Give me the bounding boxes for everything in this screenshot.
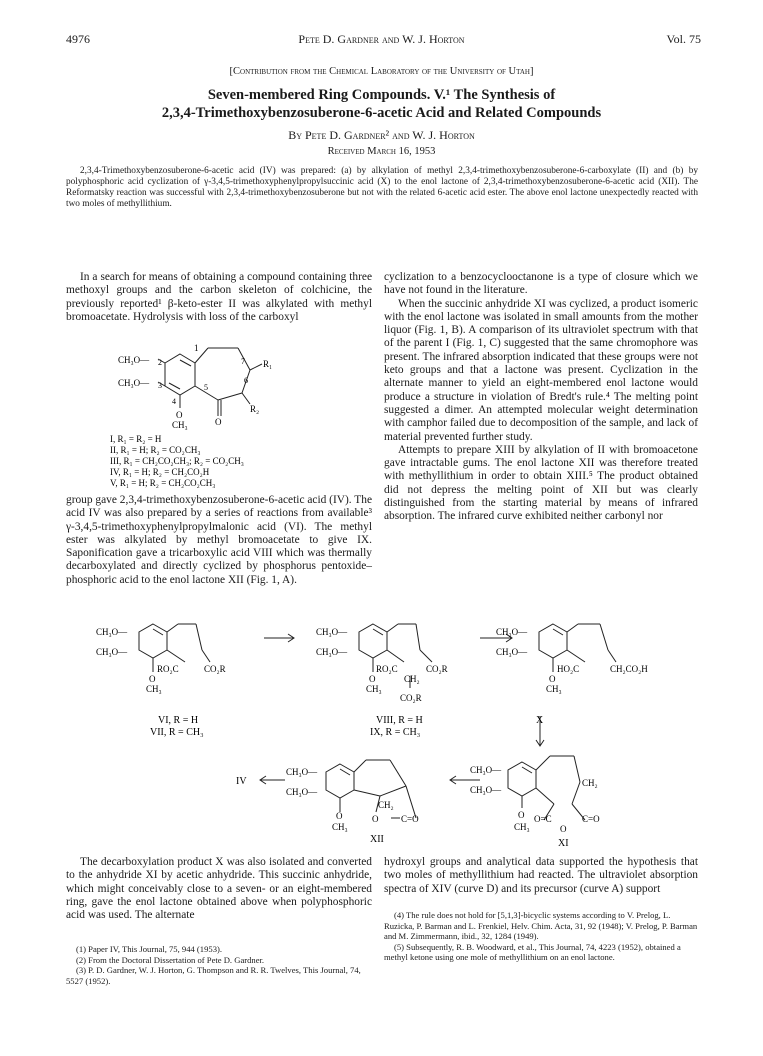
title-line-1: Seven-membered Ring Compounds. V.¹ The Synthesis of	[207, 87, 556, 103]
viii-ch2: CH₂	[404, 674, 420, 684]
label-iv-product: IV	[236, 776, 247, 787]
byline: By Pete D. Gardner² and W. J. Horton	[288, 128, 475, 142]
viii-co2r: CO₂R	[426, 664, 448, 674]
vi-ch3o-2: CH₃O—	[96, 647, 128, 657]
right-para-1: cyclization to a benzocyclooctanone is a type of closure which we have not found in the literature.	[384, 271, 698, 297]
label-vii: VII, R = CH₃	[150, 727, 204, 738]
contribution-line: [Contribution from the Chemical Laboratory of the University of Utah]	[229, 66, 534, 77]
viii-oxygen: O	[369, 674, 376, 684]
xii-ch2: CH₂	[378, 800, 394, 810]
x-ch3: CH₃	[546, 684, 562, 694]
keto-oxygen-label: O	[215, 417, 222, 427]
left-column-para-2: group gave 2,3,4-trimethoxybenzosuberone-6-acetic acid (IV). The acid IV was also prepared by a series of reactions from available³ γ-3,4,5-trimethoxyphenylpropylmalonic acid (VI). The methyl ester was alkylated by methyl bromoacetate to give IX. Saponification gave a tricarboxylic acid VIII which was thermally decarboxylated and directly cyclized by phosphorus pentoxide–phosphoric acid to the enol lactone XII (Fig. 1, A).	[66, 494, 372, 586]
footnotes-left	[66, 944, 372, 986]
vi-oxygen: O	[149, 674, 156, 684]
footnote-3: (3) P. D. Gardner, W. J. Horton, G. Thompson and R. R. Twelves, This Journal, 74, 5527 (1952).	[66, 965, 361, 986]
footnote-1: (1) Paper IV, This Journal, 75, 944 (1953).	[76, 944, 222, 954]
bottom-left-para: The decarboxylation product X was also isolated and converted to the anhydride XI by acetic anhydride. This succinic anhydride, which might conceivably close to a seven- or an eight-membered ring, gave the enol lactone obtained above when polyphosphoric acid was used. The alternate	[66, 856, 372, 922]
structure-compounds-I-V	[110, 338, 330, 496]
xii-ch3o-1: CH₃O—	[286, 767, 318, 777]
xi-ch2: CH₂	[582, 778, 598, 788]
label-viii: VIII, R = H	[376, 715, 423, 726]
vi-ch3o-1: CH₃O—	[96, 627, 128, 637]
right-para-3: Attempts to prepare XIII by alkylation of II with bromoacetone gave intractable gums. The enol lactone XII was therefore treated with methyllithium in order to obtain XIII.⁵ The product obtained did not depress the melting point of XII but was clearly distinguished from the starting material by means of infrared absorption. The infrared curve exhibited neither carbonyl nor	[384, 443, 698, 523]
x-oxygen: O	[549, 674, 556, 684]
footnote-5: (5) Subsequently, R. B. Woodward, et al., This Journal, 74, 4223 (1952), obtained a methyl ketone using one mole of methyllithium on an enol lactone.	[384, 941, 681, 963]
xii-ch3: CH₃	[332, 822, 348, 832]
compound-III: III, R₁ = CH₂CO₂CH₃; R₂ = CO₂CH₃	[110, 456, 244, 466]
article-title	[0, 86, 763, 122]
label-x: X	[536, 715, 544, 726]
running-head-authors: Pete D. Gardner and W. J. Horton	[298, 32, 465, 46]
received-date: Received March 16, 1953	[327, 146, 436, 157]
xi-o-eq-c: O=C	[534, 814, 552, 824]
x-ch3o-2: CH₃O—	[496, 647, 528, 657]
xii-oxygen-ome: O	[336, 811, 343, 821]
label-xi: XI	[558, 838, 569, 849]
viii-ro2c: RO₂C	[376, 664, 398, 674]
methoxy-label-2: CH₃O—	[118, 355, 150, 365]
title-line-2: 2,3,4-Trimethoxybenzosuberone-6-acetic Acid and Related Compounds	[161, 105, 602, 121]
label-xii: XII	[370, 834, 384, 845]
label-vi: VI, R = H	[158, 715, 199, 726]
ring-number-7: 7	[241, 357, 245, 366]
methoxy-label-3: CH₃O—	[118, 378, 150, 388]
viii-ch3: CH₃	[366, 684, 382, 694]
ring-number-6: 6	[244, 376, 248, 385]
ring-number-3: 3	[158, 381, 162, 390]
ring-number-4: 4	[172, 397, 176, 406]
right-column-text	[384, 271, 698, 524]
x-ho2c: HO₂C	[557, 664, 580, 674]
ring-number-5: 5	[204, 383, 208, 392]
vi-ch3: CH₃	[146, 684, 162, 694]
xi-ch3: CH₃	[514, 822, 530, 832]
ring-number-2: 2	[158, 358, 162, 367]
x-ch2co2h: CH₂CO₂H	[610, 664, 648, 674]
compound-I: I, R₁ = R₂ = H	[110, 434, 162, 444]
footnote-4: (4) The rule does not hold for [5,1,3]-bicyclic systems according to V. Prelog, L. Ruzicka, P. Barman and L. Frenkiel, Helv. Chim. Acta, 31, 92 (1948); V. Prelog, P. Barman and M. Zimmermann, ibid., 32, 1284 (1949).	[384, 910, 698, 942]
viii-co2r-lower: CO₂R	[400, 693, 422, 703]
xi-ring-oxygen: O	[560, 824, 567, 834]
footnotes-right	[384, 910, 698, 963]
bottom-right-para: hydroxyl groups and analytical data supported the hypothesis that two moles of methyllithium had reacted. The ultraviolet absorption spectra of XIV (curve D) and its precursor (curve A) support	[384, 856, 698, 895]
compound-V: V, R₁ = H; R₂ = CH₂CO₂CH₃	[110, 478, 216, 488]
page-number: 4976	[66, 32, 90, 46]
r2-label: R₂	[250, 404, 260, 414]
xii-ring-oxygen: O	[372, 814, 379, 824]
compound-IV: IV, R₁ = H; R₂ = CH₂CO₂H	[110, 467, 210, 477]
methyl-label-4: CH₃	[172, 420, 188, 430]
ring-number-1: 1	[194, 343, 199, 353]
xi-c-eq-o: C=O	[582, 814, 600, 824]
xii-ch3o-2: CH₃O—	[286, 787, 318, 797]
xi-ch3o-1: CH₃O—	[470, 765, 502, 775]
left-column-para-1: In a search for means of obtaining a compound containing three methoxyl groups and the carbon skeleton of colchicine, the previously reported¹ β-keto-ester II was alkylated with methyl bromoacetate. Hydrolysis with loss of the carboxyl	[66, 271, 372, 323]
reaction-scheme	[60, 616, 710, 852]
vi-ro2c: RO₂C	[157, 664, 179, 674]
abstract: 2,3,4-Trimethoxybenzosuberone-6-acetic acid (IV) was prepared: (a) by alkylation of methyl 2,3,4-trimethoxybenzosuberone-6-carboxylate (II) and (b) by polyphosphoric acid cyclization of γ-3,4,5-trimethoxyphenylpropylsuccinic acid (X) to the enol lactone of 2,3,4-trimethoxybenzosuberone-6-acetic acid (XII). The Reformatsky reaction was successful with 2,3,4-trimethoxybenzosuberone but not with the related 6-acetic acid ester. The above enol lactone unexpectedly reacted with two moles of methyllithium.	[66, 166, 698, 209]
footnote-2: (2) From the Doctoral Dissertation of Pete D. Gardner.	[76, 954, 265, 965]
viii-ch3o-1: CH₃O—	[316, 627, 348, 637]
xi-oxygen-ome: O	[518, 810, 525, 820]
label-ix: IX, R = CH₃	[370, 727, 421, 738]
vi-co2r: CO₂R	[204, 664, 226, 674]
xi-ch3o-2: CH₃O—	[470, 785, 502, 795]
r1-label: R₁	[263, 359, 273, 369]
right-para-2: When the succinic anhydride XI was cyclized, a product isomeric with the enol lactone was isolated in small amounts from the mother liquor (Fig. 1, B). A comparison of its ultraviolet spectrum with that of the parent I (Fig. 1, C) suggested that the same chromophore was present. The infrared absorption indicated that these groups were not keto groups and that a lactone was present. Cyclization in the alternate manner to yield an eight-membered enol lactone would produce a structure in violation of Bredt's rule.⁴ The melting point suggested a dimer. An attempted molecular weight determination with camphor failed due to decomposition of the sample, and lack of material prevented further study.	[384, 297, 698, 443]
xii-c-eq-o: C=O	[401, 814, 419, 824]
volume-label: Vol. 75	[666, 32, 701, 46]
compound-II: II, R₁ = H; R₂ = CO₂CH₃	[110, 445, 201, 455]
x-ch3o-1: CH₃O—	[496, 627, 528, 637]
oxygen-label-4: O	[176, 410, 183, 420]
viii-ch3o-2: CH₃O—	[316, 647, 348, 657]
